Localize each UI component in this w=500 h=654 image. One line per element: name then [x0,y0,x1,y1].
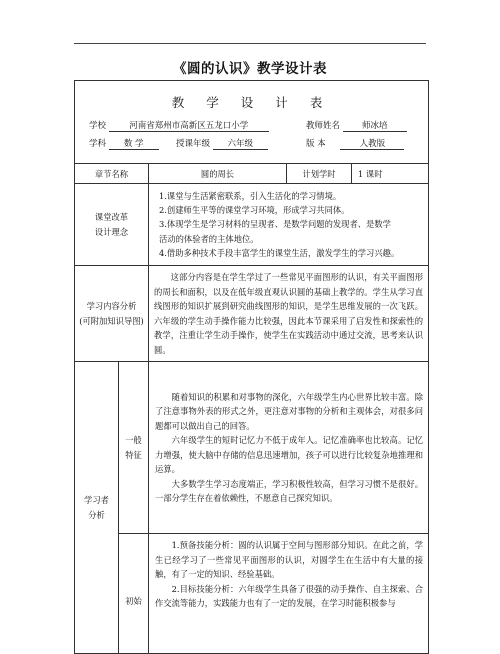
edition-label: 版 本 [306,139,326,149]
grade-label: 授课年级 [176,139,211,149]
concept-list [149,184,429,266]
initial-label-line1: 初始 [125,596,142,606]
general-label [119,362,149,534]
learner-label-line1: 学习者 [84,494,109,505]
learner-general-row [75,362,429,534]
concept-label-line2: 设计理念 [94,226,129,237]
chapter-label: 章节名称 [75,164,149,184]
concept-label [75,184,149,266]
grade-info [176,137,268,150]
teacher-value: 师冰培 [343,119,407,132]
grade-value: 六年级 [213,137,268,150]
hours-label: 计划学时 [287,164,352,184]
initial-label [119,534,149,654]
concept-item-3: 3.体现学生是学习材料的呈现者、是数学问题的发现者、是数学 [159,219,391,230]
teacher-info [306,119,407,132]
initial-paragraph-2: 2.目标技能分析：六年级学生具备了很强的动手操作、自主探索、合作交流等能力，实践能力也有了一定的发展，在学习时能积极参与 [155,583,424,608]
concept-item-3-cont: 活动的体验者的主体地位。 [159,233,259,244]
content-analysis-label-line1: 学习内容分析 [86,300,137,311]
general-label-line2: 特征 [125,449,142,460]
learner-label [75,362,119,654]
subject-label: 学科 [89,139,107,149]
content-analysis-cell [149,266,429,362]
subject-value: 数 学 [109,137,159,150]
school-label: 学校 [89,121,107,131]
concept-item-2: 2.创建师生平等的课堂学习环境，形成学习共同体。 [159,205,350,216]
chapter-row [75,164,429,184]
edition-info [306,137,404,150]
form-title: 教 学 设 计 表 [171,95,332,110]
initial-cell [149,534,429,654]
learner-label-line2: 分析 [88,509,105,520]
concept-item-4: 4.借助多种技术手段丰富学生的课堂生活，激发学生的学习兴趣。 [159,247,400,258]
top-rule [74,43,426,44]
general-paragraph-1: 随着知识的积累和对事物的深化，六年级学生内心世界比较丰富。除了注意事物外表的形式之外，更注意对事物的分析和主观体会，对很多问题都可以做出自己的回答。 [155,391,424,431]
concept-row [75,184,429,266]
concept-item-1: 1.课堂与生活紧密联系，引入生活化的学习情境。 [159,190,342,201]
general-label-line1: 一般 [125,434,142,445]
design-table [74,163,429,654]
concept-label-line1: 课堂改革 [94,211,129,222]
general-paragraph-3: 大多数学生学习态度端正，学习积极性较高，但学习习惯不是很好。一部分学生存在着依赖性，不愿意自己探究知识。 [155,478,424,503]
learner-initial-row [75,534,429,654]
general-paragraph-2: 六年级学生的短时记忆力不低于成年人。记忆准确率也比较高。记忆力增强，使大脑中存储的信息迅速增加，孩子可以进行比较复杂地推理和运算。 [155,435,424,474]
chapter-value: 圆的周长 [149,164,287,184]
school-value: 河南省郑州市高新区五龙口小学 [109,119,269,132]
hours-value: 1 课时 [352,164,429,184]
subject-info [89,137,159,150]
edition-value: 人教版 [340,137,404,150]
general-cell [149,362,429,534]
school-info [89,119,269,132]
content-analysis-label-line2: (可附加知识导图) [79,315,144,326]
content-analysis-label [75,266,149,362]
teacher-label: 教师姓名 [306,121,341,131]
initial-paragraph-1: 1.预备技能分析：圆的认识属于空间与图形部分知识。在此之前，学生已经学习了一些常见平面图形的认识，对圆学生在生活中有大量的接触，有了一定的知识、经验基础。 [155,540,424,579]
page-title: 《圆的认识》教学设计表 [173,61,327,77]
content-analysis-text: 这部分内容是在学生学过了一些常见平面图形的认识，有关平面图形的周长和面积，以及在低年级直观认识圆的基础上教学的。学生从学习直线图形的知识扩展到研究曲线图形的知识，是学生思维发展的一次飞跃。六年级的学生动手操作能力比较强，因此本节课采用了启发性和探索性的教学，注重让学生动手操作，使学生在实践活动中通过交流，思考来认识圆。 [154,272,424,355]
content-analysis-row [75,266,429,362]
